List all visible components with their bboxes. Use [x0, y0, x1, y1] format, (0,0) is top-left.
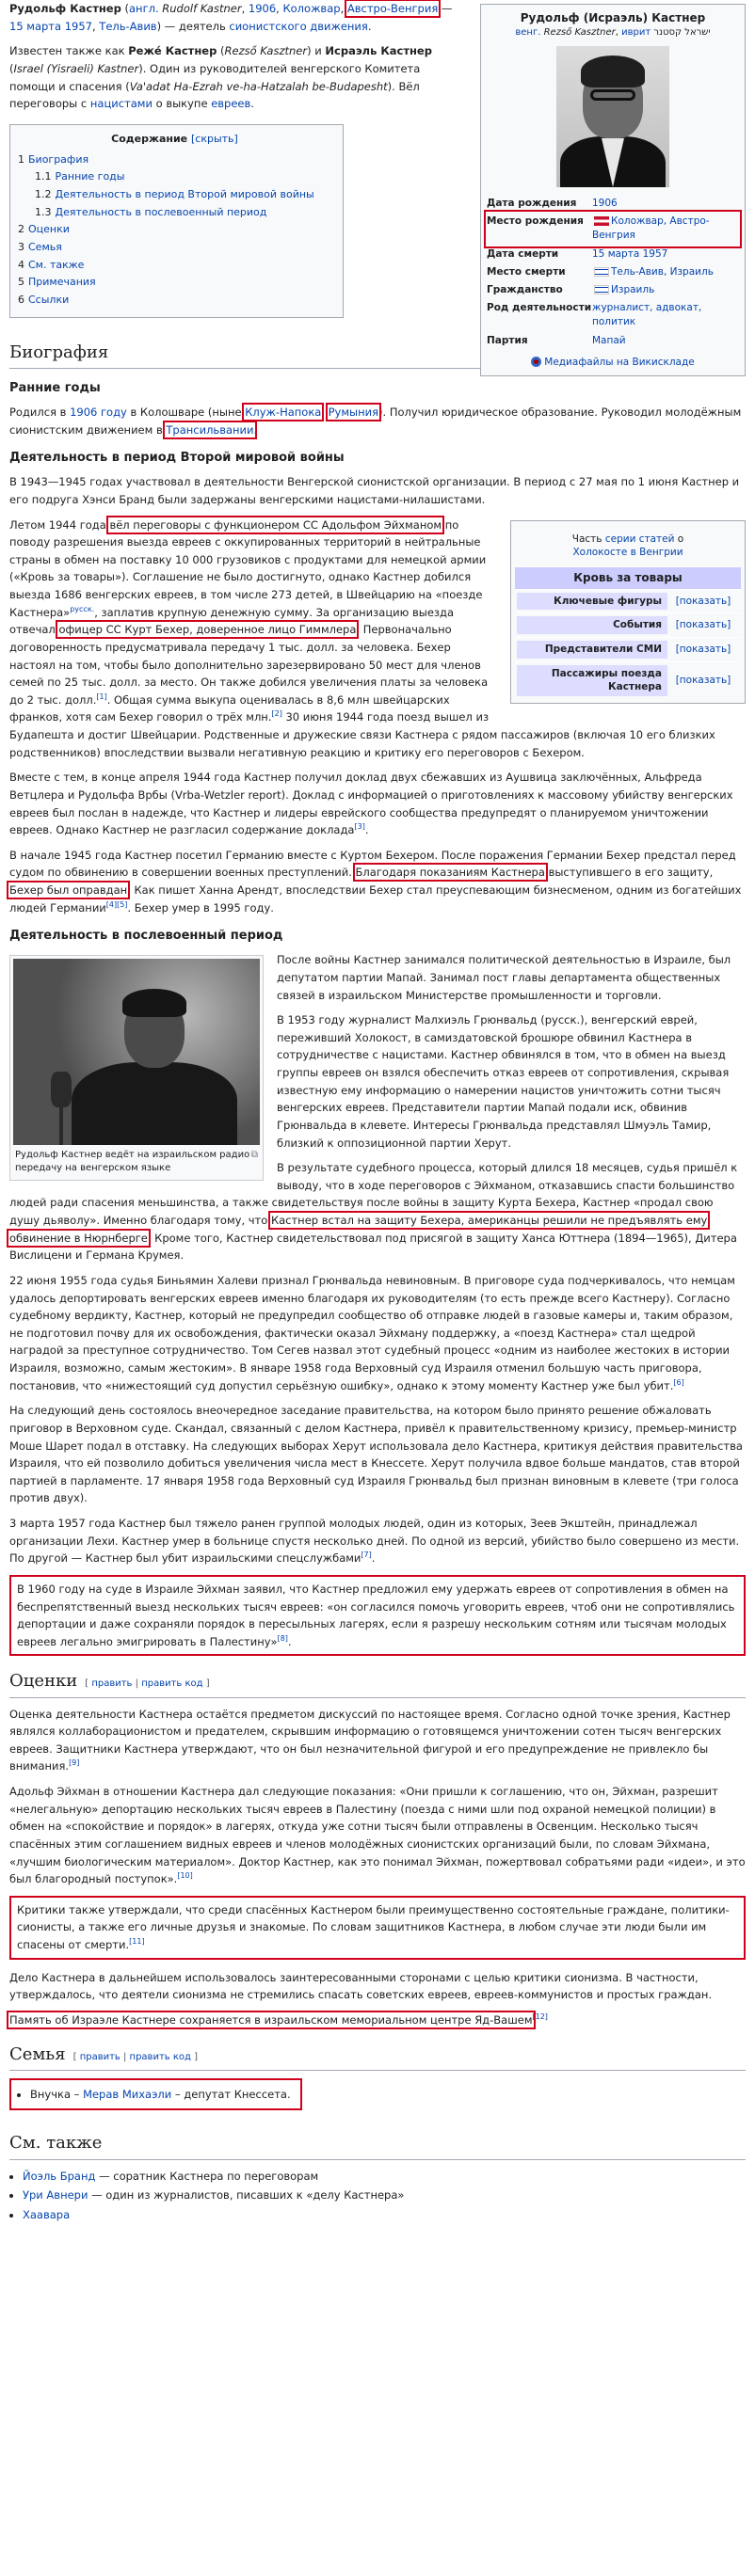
postwar-paragraph-1: После войны Кастнер занимался политической деятельностью в Израиле, был депутатом партии Мапай. Занимал пост главы департамента общественных связей в израильском Министерстве промышленности и торговли.: [277, 953, 731, 1002]
infobox: [480, 4, 746, 376]
radio-broadcast-photo[interactable]: [13, 959, 260, 1145]
death-date-link-lead[interactable]: 15 марта 1957: [9, 19, 92, 33]
toc-item[interactable]: 1.2 Деятельность в период Второй мировой войны: [35, 187, 314, 200]
table-of-contents: [9, 124, 344, 318]
ww2-paragraph-2: Летом 1944 года вёл переговоры с функционером СС Адольфом Эйхманом по поводу разрешения выезда евреев с оккупированных территорий в нейтральные страны в обмен на поставку 10 000 грузовиков с продуктами для немецкой армии («Кровь за товары»). Соглашение не было достигнуто, однако Кастнер добился выезда 1686 венгерских евреев, в том числе 273 детей, в Швейцарию на «поезде Кастнера»$^{русск.}$, заплатив крупную денежную сумму. За организацию выезда отвечал офицер СС Курт Бехер, доверенное лицо Гиммлера. Первоначально договоренность предусматривала передачу 1 тыс. долл. за человека. Бехер настоял на том, чтобы было дополнительно зарезервировано 50 мест для членов семей по 25 тыс. долл. за место. Он также добился увеличения платы за человека до 2 тыс. долл.[1]. Общая сумма выкупа оценивалась в 8,6 млн швейцарских франков, хотя сам Бехер говорил о трёх млн.[2] 30 июня 1944 года поезд вышел из Будапешта и достиг Швейцарии. Родственные и дружеские связи Кастнера с рядом пассажиров (включая 10 его близких родственников) впоследствии вызвали негативную реакцию и критику его переговоров с Бехером.: [9, 517, 715, 759]
infobox-hungarian-name: Rezső Kasztner: [543, 27, 616, 39]
nazis-link[interactable]: нацистами: [89, 97, 153, 111]
radio-photo-thumbnail[interactable]: [9, 955, 264, 1181]
toc-title: Содержание: [111, 132, 188, 145]
birth-year-link-lead[interactable]: 1906: [248, 2, 277, 15]
see-also-list: [9, 2168, 746, 2224]
highlight-nuremberg: Кастнер встал на защиту Бехера, американцы решили не предъявлять ему обвинение в Нюрнберге: [9, 1214, 708, 1245]
ww2-paragraph-3: Вместе с тем, в конце апреля 1944 года Кастнер получил доклад двух сбежавших из Аушвица заключённых, Альфреда Ветцлера и Рудольфа Врбы (Vrba-Wetzler report). Доклад с информацией о приготовлениях к массовому убийству венгерских евреев был послан в надежде, что Кастнер и лидеры еврейского сообщества предупредят о планируемом уничтожении евреев. Однако Кастнер не разгласил содержание доклада[3].: [9, 771, 733, 837]
tel-aviv-link[interactable]: Тель-Авив: [99, 19, 157, 33]
lang-link-english[interactable]: англ.: [129, 2, 159, 15]
section-heading-biography: Биография: [9, 339, 746, 369]
navbox-show-toggle[interactable]: [показать]: [675, 595, 731, 607]
toc-item[interactable]: 1.3 Деятельность в послевоенный период: [35, 205, 267, 218]
infobox-title: Рудольф (Исраэль) Кастнер: [520, 11, 706, 24]
death-date-link[interactable]: 15 марта 1957: [592, 247, 668, 260]
subsection-heading-postwar: Деятельность в послевоенный период: [9, 929, 283, 944]
navbox-row: Представители СМИ [показать]: [515, 637, 741, 661]
lead-paragraph-2: Известен также как Реже́ Кастнер (Rezső Kasztner) и Исраэль Кастнер (Israel (Yisraeli) Kastner). Один из руководителей венгерского Комитета помощи и спасения (Va'adat Ha-Ezrah ve-ha-Hatzalah be-Budapesht). Вёл переговоры с нацистами о выкупе евреев.: [9, 44, 432, 111]
lang-link-hungarian[interactable]: венг.: [515, 27, 541, 39]
cluj-napoca-link[interactable]: Клуж-Напока: [245, 405, 322, 419]
infobox-row-death-place: Место смерти Тель-Авив, Израиль: [487, 265, 714, 278]
flag-austria-hungary-icon: [594, 216, 609, 226]
infobox-row-party: Партия Мапай: [487, 334, 626, 346]
highlight-critics-paragraph: Критики также утверждали, что среди спасённых Кастнером были преимущественно состоятельные граждане, политики-сионисты, а также его личные друзья и знакомые. По словам защитников Кастнера, в любом случае эти люди были им спасены от смерти.[11]: [9, 1896, 746, 1960]
highlight-kurt-becher: офицер СС Курт Бехер, доверенное лицо Гиммлера: [58, 623, 357, 637]
ref-link[interactable]: [12]: [532, 2012, 548, 2022]
toc-item[interactable]: 2 Оценки: [18, 223, 70, 236]
infobox-row-citizenship: Гражданство Израиль: [487, 283, 655, 295]
romania-link[interactable]: Румыния: [328, 405, 379, 419]
edit-section-button[interactable]: править: [79, 2051, 120, 2062]
zionism-link[interactable]: сионистского движения: [229, 19, 368, 33]
ref-link[interactable]: [3]: [354, 822, 365, 832]
navbox-show-toggle[interactable]: [показать]: [675, 675, 731, 687]
highlight-eichmann-trial-quote: В 1960 году на суде в Израиле Эйхман заявил, что Кастнер предложил ему удержать евреев от сопротивления в обмен на беспрепятственный выезд нескольких тысяч евреев: «он согласился помочь уговорить евреев, чтоб они не сопротивлялись депортации и даже сохраняли порядок в пересыльных лагерях, если я разрешу нескольким сотням или тысячам молодых евреев легально эмигрировать в Палестину»[8].: [9, 1575, 746, 1657]
highlight-eichmann-negotiations: вёл переговоры с функционером СС Адольфом Эйхманом: [109, 517, 442, 532]
section-heading-assessments: Оценки [ править | править код ]: [9, 1667, 746, 1697]
infobox-row-birth-date: Дата рождения 1906: [487, 197, 618, 209]
infobox-row-death-date: Дата смерти 15 марта 1957: [487, 247, 668, 260]
austria-hungary-link[interactable]: Австро-Венгрия: [346, 2, 439, 15]
party-link[interactable]: Мапай: [592, 334, 626, 346]
infobox-subtitle: венг. Rezső Kasztner, иврит ישראל קסטנר: [515, 27, 711, 39]
lead-paragraph: Рудольф Кастнер (англ. Rudolf Kastner, 1906, Коложвар, Австро-Венгрия — 15 марта 1957, Тель-Авив) — деятель сионистского движения.: [9, 2, 453, 33]
navbox-row: Ключевые фигуры [показать]: [515, 589, 741, 613]
postwar-paragraph-6: 3 марта 1957 года Кастнер был тяжело ранен группой молодых людей, один из которых, Зеев Экштейн, принадлежал организации Лехи. Кастнер умер в больнице спустя несколько дней. По одной из версий, убийство было совершено из мести. По другой — Кастнер был убит израильскими спецслужбами[7].: [9, 1517, 740, 1566]
wikimedia-commons-icon: [531, 357, 541, 367]
toc-item[interactable]: 4 См. также: [18, 258, 85, 271]
ref-link[interactable]: [8]: [277, 1633, 288, 1643]
birth-place-link[interactable]: Коложвар, Австро-Венгрия: [592, 215, 710, 242]
assess-paragraph-2: Адольф Эйхман в отношении Кастнера дал следующие показания: «Они пришли к соглашению, что он, Эйхман, разрешит «нелегальную» депортацию нескольких тысяч евреев в Палестину (поезда с ними шли под охраной немецкой полиции) в обмен на «спокойствие и порядок» в лагерях, откуда уже сотни тысяч были отправлены в Освенцим. Несколько тысяч спасённых этим соглашением видных евреев и членов молодёжных сионистских организаций были, по словам Эйхмана, «лучшим биологическим материалом». Доктор Кастнер, как это понимал Эйхман, пожертвовал собратьями ради «идеи», и это был благородный поступок».[10]: [9, 1785, 746, 1886]
toc-item[interactable]: 1 Биография: [18, 152, 89, 166]
ref-link[interactable]: [11]: [129, 1937, 145, 1947]
assess-paragraph-5: [9, 2012, 746, 2029]
year-1906-link[interactable]: 1906 году: [70, 405, 127, 419]
highlight-yad-vashem: Память об Израэле Кастнере сохраняется в израильском мемориальном центре Яд-Вашем: [9, 2012, 533, 2027]
infobox-hebrew-name: ישראל קסטנר: [653, 27, 711, 39]
navbox-header: Кровь за товары: [515, 567, 741, 589]
toc-item[interactable]: 1.1 Ранние годы: [35, 170, 125, 183]
edit-source-button[interactable]: править код: [129, 2051, 191, 2062]
birth-year-link[interactable]: 1906: [592, 197, 618, 209]
flag-israel-icon: [594, 267, 609, 277]
merav-michaeli-link[interactable]: Мерав Михаэли: [83, 2087, 172, 2101]
assess-paragraph-4: Дело Кастнера в дальнейшем использовалось заинтересованными сторонами с целью критики сионизма. В частности, утверждалось, что деятели сионизма не стремились спасать советских евреев, евреев-коммунистов и простых граждан.: [9, 1970, 713, 2002]
section-heading-see-also: См. также: [9, 2129, 746, 2159]
ref-link[interactable]: [2]: [271, 709, 282, 719]
early-years-paragraph: Родился в 1906 году в Колошваре (ныне Клуж-Напока, Румыния). Получил юридическое образование. Руководил молодёжным сионистским движением в Трансильвании.: [9, 405, 742, 437]
subsection-heading-ww2: Деятельность в период Второй мировой войны: [9, 451, 345, 466]
series-link[interactable]: серии статей: [604, 533, 675, 545]
navbox-show-toggle[interactable]: [показать]: [675, 619, 731, 631]
subsection-heading-early-years: Ранние годы: [9, 380, 101, 395]
ww2-paragraph-4: В начале 1945 года Кастнер посетил Германию вместе с Куртом Бехером. После поражения Германии Бехер предстал перед судом по обвинению в совершении военных преступлений. Благодаря показаниям Кастнера выступившего в его защиту, Бехер был оправдан. Как пишет Ханна Арендт, впоследствии Бехер стал преуспевающим бизнесменом, одним из богатейших людей Германии[4][5]. Бехер умер в 1995 году.: [9, 848, 742, 914]
commons-link[interactable]: Медиафайлы на Викискладе: [544, 356, 695, 368]
edit-source-button[interactable]: править код: [141, 1678, 203, 1690]
see-also-link[interactable]: Йоэль Бранд: [23, 2169, 96, 2183]
assess-paragraph-1: Оценка деятельности Кастнера остаётся предметом дискуссий по настоящее время. Согласно одной точке зрения, Кастнер являлся коллаборационистом и предателем, скрывшим информацию о готовящемся уничтожении сотен тысяч венгерских евреев. Защитники Кастнера утверждают, что он был незначительной фигурой и его предупреждение не привлекло бы внимания.[9]: [9, 1707, 731, 1773]
portrait-photo[interactable]: [556, 46, 669, 187]
magnify-icon[interactable]: ⧉: [250, 1150, 258, 1161]
postwar-paragraph-5: На следующий день состоялось внеочередное заседание правительства, на котором было принято решение обжаловать приговор в Верховном суде. Скандал, связанный с делом Кастнера, привёл к правительственному кризису, премьер-министр Моше Шарет подал в отставку. На следующих выборах Херут использовала дело Кастнера, критикуя действия правительства Израиля, что ей позволило добиться увеличения числа мест в Кнессете. Херут получила вдвое больше мандатов, став второй партией в парламенте. 17 января 1958 года Верховный суд Израиля Грюнвальд был признан виновным в клевете (три голоса против двух).: [9, 1404, 743, 1505]
infobox-row-birth-place: Место рождения Коложвар, Австро-Венгрия: [487, 213, 739, 245]
edit-section-button[interactable]: править: [91, 1678, 133, 1690]
death-place-link[interactable]: Тель-Авив, Израиль: [611, 265, 714, 278]
see-also-link[interactable]: Хаавара: [23, 2207, 71, 2221]
lang-link-hebrew[interactable]: иврит: [621, 27, 651, 39]
family-list: [9, 2078, 302, 2111]
ww2-paragraph-1: В 1943—1945 годах участвовал в деятельности Венгерской сионистской организации. В период с 27 мая по 1 июня Кастнер и его подруга Хэнси Бранд были задержаны венгерскими нацистами-нилашистами.: [9, 475, 740, 506]
birth-city-link[interactable]: Коложвар: [282, 2, 341, 15]
holocaust-series-navbox: Часть серии статей о Холокосте в Венгрии Кровь за товары Ключевые фигуры [показать] События [показать] Представители СМИ [показать] Пассажиры поезда Кастнера [показать]: [510, 520, 746, 705]
highlight-becher-acquitted: Бехер был оправдан: [9, 883, 128, 897]
ref-link[interactable]: [7]: [361, 1550, 372, 1560]
flag-israel-icon: [594, 285, 609, 294]
list-item: [23, 2206, 746, 2224]
toc-item[interactable]: 3 Семья: [18, 241, 62, 253]
ref-link[interactable]: [9]: [69, 1758, 80, 1768]
list-item: • Ури Авнери — один из журналистов, писавших к «делу Кастнера»: [23, 2186, 746, 2204]
toc-item[interactable]: 6 Ссылки: [18, 294, 70, 307]
highlight-kastner-testimony: Благодаря показаниям Кастнера: [355, 866, 545, 880]
transylvania-link[interactable]: Трансильвании: [166, 422, 254, 437]
citizenship-link[interactable]: Израиль: [611, 283, 655, 295]
russian-article-link[interactable]: русск.: [70, 604, 95, 613]
list-item: • Внучка – Мерав Михаэли – депутат Кнессета.: [30, 2086, 291, 2104]
postwar-paragraph-3: В результате судебного процесса, который длился 18 месяцев, судья пришёл к выводу, что в ходе переговоров с Эйхманом, отказавшись спасти большинство людей ради спасения меньшинства, а также свидетельствуя после войны в защиту Курта Бехера, Кастнер «продал свою душу дьяволу». Именно благодаря тому, что Кастнер встал на защиту Бехера, американцы решили не предъявлять ему обвинение в Нюрнберге. Кроме того, Кастнер свидетельствовал под присягой в защиту Ханса Юттнера (1894—1965), Дитера Вислицени и Германа Крумея.: [9, 1161, 738, 1263]
list-item: • Йоэль Бранд — соратник Кастнера по переговорам: [23, 2168, 746, 2186]
section-heading-family: Семья [ править | править код ]: [9, 2041, 746, 2071]
see-also-link[interactable]: Ури Авнери: [23, 2188, 88, 2202]
infobox-row-occupation: Род деятельности журналист, адвокат, политик: [487, 302, 702, 328]
postwar-paragraph-4: 22 июня 1955 года судья Биньямин Халеви признал Грюнвальда невиновным. В приговоре суда подчеркивалось, что немцам удалось депортировать венгерских евреев именно благодаря их руководителям (то есть прежде всего Кастнеру). Согласно судебному вердикту, Кастнер, который не предупредил сообщество об отправке людей в газовые камеры и, таким образом, не подготовил почву для их освобождения, фактически оказал Эйхману поддержку, а «поезд Кастнера» стал щедрой наградой за преступное сотрудничество. Том Сегев назвал этот судебный процесс «одним из наиболее жестоких в истории Израиля, возможно, самым жестоким». В январе 1958 года Верховный суд Израиля отменил большую часть приговора, постановив, что «нижестоящий суд допустил серьёзную ошибку», однако к этому моменту Кастнер уже был убит.[6]: [9, 1273, 735, 1392]
ref-link[interactable]: [6]: [673, 1377, 684, 1387]
navbox-show-toggle[interactable]: [показать]: [675, 644, 731, 656]
holocaust-hungary-link[interactable]: Холокосте в Венгрии: [572, 547, 683, 559]
ref-link[interactable]: [1]: [96, 692, 107, 701]
article-subject-name: Рудольф Кастнер: [9, 2, 121, 15]
navbox-row: События [показать]: [515, 612, 741, 637]
occupation-links[interactable]: журналист, адвокат, политик: [592, 302, 702, 328]
toc-toggle-button[interactable]: [скрыть]: [191, 132, 238, 145]
jews-link[interactable]: евреев: [211, 97, 251, 111]
postwar-paragraph-2: В 1953 году журналист Малхиэль Грюнвальд (русск.), венгерский еврей, переживший Холокост, в самиздатовской брошюре обвинил Кастнера в сотрудничестве с нацистами. Кастнер обвинялся в том, что в обмен на выезд группы евреев он взялся обеспечить отказ евреев от сопротивления, скрывая известную ему информацию о намерении нацистов уничтожить сотни тысяч венгерских евреев. Представители партии Мапай подали иск, обвинив Грюнвальда в клевете. Интересы Грюнвальда представлял Шмуэль Тамир, близкий к оппозиционной партии Херут.: [277, 1013, 730, 1150]
ref-link[interactable]: [4][5]: [105, 899, 128, 909]
commons-link-row: [487, 356, 739, 370]
toc-item[interactable]: 5 Примечания: [18, 276, 96, 289]
ref-link[interactable]: [10]: [177, 1871, 193, 1881]
photo-caption: Рудольф Кастнер ведёт на израильском радио передачу на венгерском языке: [15, 1150, 250, 1174]
navbox-row: Пассажиры поезда Кастнера [показать]: [515, 661, 741, 699]
